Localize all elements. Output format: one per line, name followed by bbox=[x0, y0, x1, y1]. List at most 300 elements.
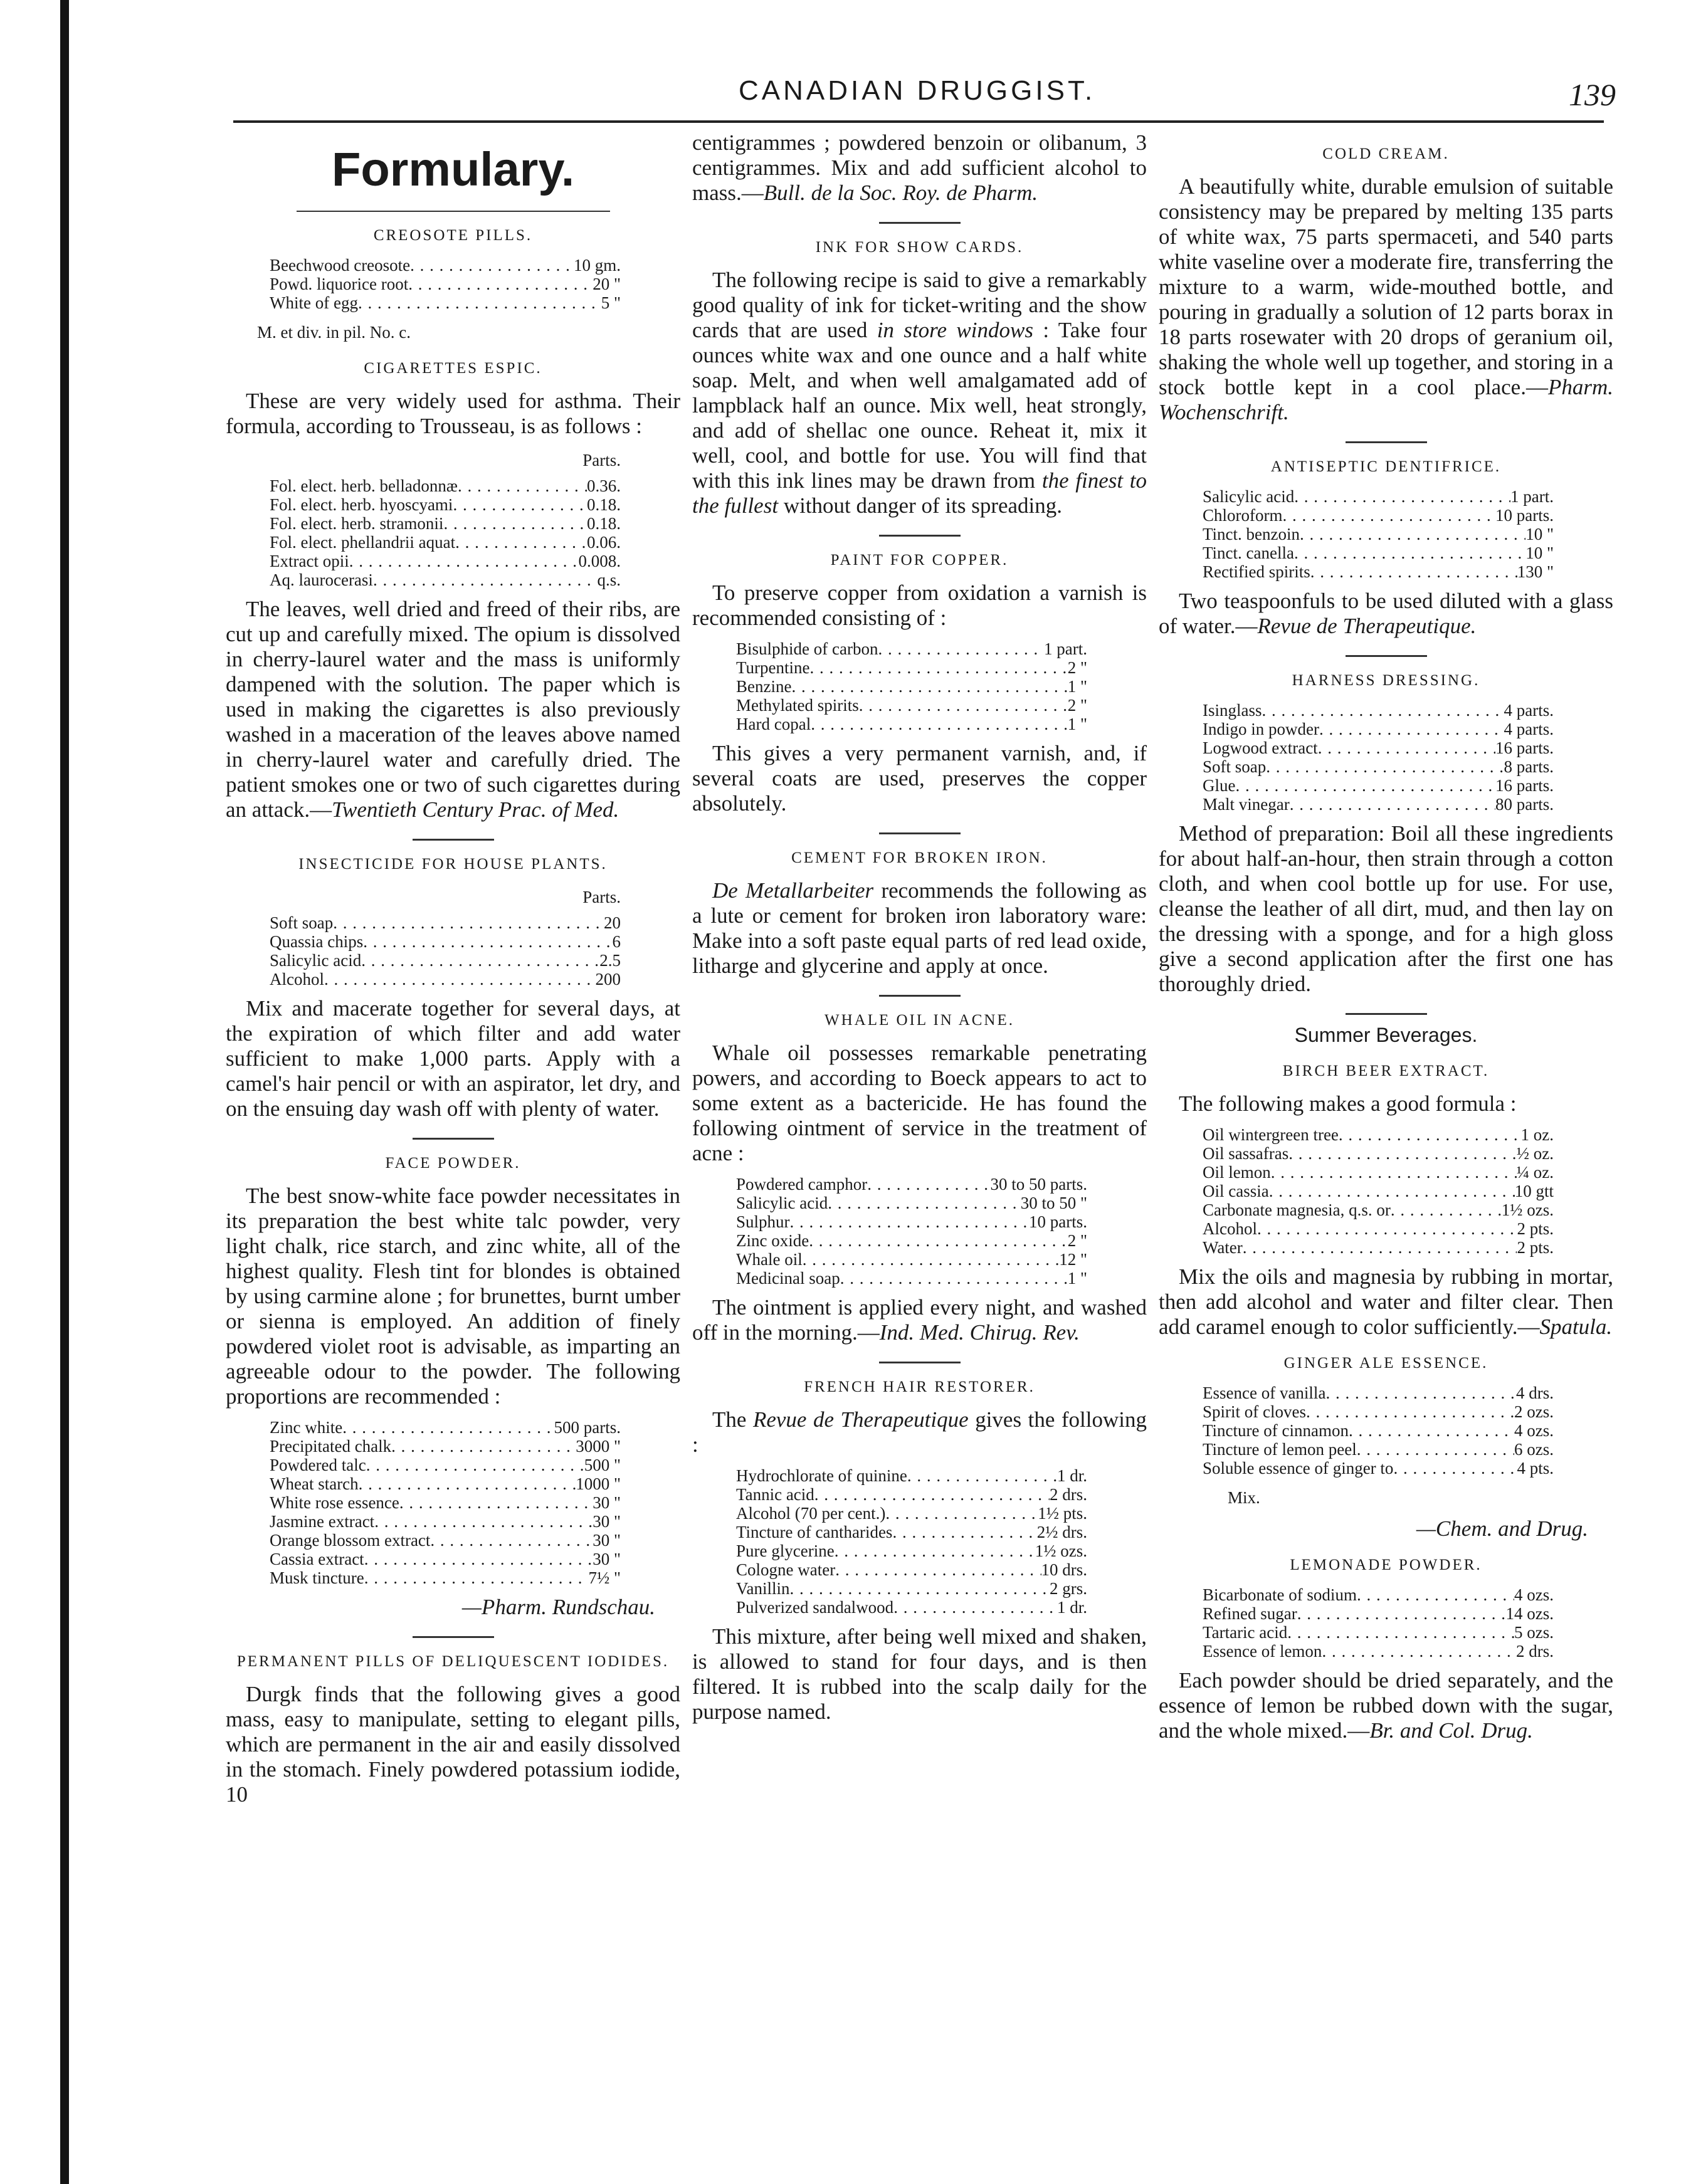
ingredient-name: Hard copal bbox=[736, 715, 811, 733]
leader-dots bbox=[878, 639, 1044, 658]
ingredient-name: Refined sugar bbox=[1203, 1604, 1297, 1623]
ingredient-name: Cassia extract bbox=[270, 1550, 364, 1568]
ingredient-row bbox=[736, 1194, 1087, 1212]
running-head: CANADIAN DRUGGIST. bbox=[739, 75, 1096, 106]
ingredient-name: Tincture of cinnamon bbox=[1203, 1421, 1349, 1440]
ingredient-name: Pure glycerine bbox=[736, 1541, 835, 1560]
ingredient-list bbox=[1203, 487, 1554, 581]
leader-dots bbox=[790, 1212, 1030, 1231]
recipe-title: CREOSOTE PILLS. bbox=[373, 227, 533, 244]
ingredient-name: White rose essence bbox=[270, 1493, 399, 1512]
leader-dots bbox=[859, 696, 1068, 715]
ingredient-quantity: 6 ozs. bbox=[1514, 1440, 1554, 1459]
divider bbox=[413, 1138, 494, 1140]
ingredient-row bbox=[1203, 1219, 1554, 1238]
ingredient-quantity: 1 " bbox=[1067, 715, 1087, 733]
ingredient-quantity: 5 " bbox=[601, 293, 621, 312]
ingredient-quantity: 500 parts. bbox=[554, 1418, 621, 1437]
leader-dots bbox=[443, 514, 587, 533]
leader-dots bbox=[892, 1523, 1036, 1541]
leader-dots bbox=[1262, 701, 1504, 720]
ingredient-name: Soft soap bbox=[270, 913, 334, 932]
ingredient-quantity: 30 to 50 parts. bbox=[990, 1175, 1087, 1194]
ingredient-name: Musk tincture bbox=[270, 1568, 364, 1587]
leader-dots bbox=[1271, 1163, 1517, 1182]
recipe-title: GINGER ALE ESSENCE. bbox=[1283, 1355, 1488, 1372]
recipe-body bbox=[692, 268, 1147, 518]
ingredient-row bbox=[736, 1598, 1087, 1617]
ingredient-name: Essence of vanilla bbox=[1203, 1383, 1326, 1402]
ingredient-quantity: 1 dr. bbox=[1056, 1466, 1087, 1485]
leader-dots bbox=[835, 1541, 1035, 1560]
divider bbox=[879, 535, 961, 537]
ingredient-row bbox=[1203, 1163, 1554, 1182]
ingredient-name: Rectified spirits bbox=[1203, 562, 1310, 581]
leader-dots bbox=[867, 1175, 990, 1194]
leader-dots bbox=[361, 951, 599, 970]
leader-dots bbox=[364, 1568, 589, 1587]
ingredient-name: Whale oil bbox=[736, 1250, 803, 1269]
ingredient-list bbox=[270, 1418, 621, 1587]
body-text-end: attack.— bbox=[251, 797, 332, 822]
body-text: recommends the following as a lute or cement for broken iron laboratory ware: Make into a soft paste equal parts of red lead oxide, litharge and glycerine and apply at once. bbox=[692, 878, 1147, 978]
column-3 bbox=[1159, 130, 1613, 1752]
ingredient-quantity: 4 parts. bbox=[1504, 701, 1554, 720]
leader-dots bbox=[458, 476, 587, 495]
ingredient-name: Alcohol (70 per cent.) bbox=[736, 1504, 886, 1523]
ingredient-row bbox=[1203, 1585, 1554, 1604]
ingredient-quantity: 80 parts. bbox=[1495, 795, 1554, 814]
ingredient-quantity: 2 " bbox=[1067, 1231, 1087, 1250]
ingredient-row bbox=[270, 1437, 621, 1456]
ingredient-list bbox=[736, 639, 1087, 733]
leader-dots bbox=[1357, 1585, 1514, 1604]
ingredient-row bbox=[270, 1531, 621, 1550]
ingredient-quantity: 10 gtt bbox=[1514, 1182, 1554, 1200]
recipe-title: INK FOR SHOW CARDS. bbox=[815, 239, 1024, 256]
ingredient-row bbox=[736, 1466, 1087, 1485]
ingredient-quantity: 2 ozs. bbox=[1514, 1402, 1554, 1421]
leader-dots bbox=[1393, 1459, 1517, 1478]
ingredient-name: Quassia chips bbox=[270, 932, 364, 951]
body-italic: Revue de Therapeutique bbox=[752, 1407, 969, 1432]
ingredient-row bbox=[270, 293, 621, 312]
ingredient-quantity: 1 part. bbox=[1044, 639, 1087, 658]
recipe-body: Mix and macerate together for several days, at the expiration of which filter and add water sufficient to make 1,000 parts. Apply with a camel's hair pencil or with an aspirator, let dry, and on the ensuing day wash off with plenty of water. bbox=[226, 996, 680, 1121]
ingredient-row bbox=[1203, 776, 1554, 795]
ingredient-name: Tinct. canella bbox=[1203, 543, 1294, 562]
ingredient-row bbox=[270, 1550, 621, 1568]
ingredient-quantity: q.s. bbox=[597, 570, 621, 589]
ingredient-name: Powd. liquorice root bbox=[270, 275, 409, 293]
ingredient-name: Orange blossom extract bbox=[270, 1531, 431, 1550]
leader-dots bbox=[1322, 1642, 1516, 1661]
recipe-body bbox=[692, 878, 1147, 979]
body-text: The bbox=[712, 1407, 747, 1432]
body-text: without danger of its spreading. bbox=[783, 493, 1063, 518]
ingredient-row bbox=[736, 1523, 1087, 1541]
ingredient-row bbox=[270, 1474, 621, 1493]
ingredient-quantity: 2.5 bbox=[599, 951, 621, 970]
ingredient-row bbox=[1203, 1182, 1554, 1200]
source-citation: Bull. de la Soc. Roy. de Pharm. bbox=[763, 181, 1038, 205]
ingredient-name: Alcohol bbox=[1203, 1219, 1257, 1238]
ingredient-row bbox=[1203, 720, 1554, 738]
ingredient-name: Tincture of lemon peel bbox=[1203, 1440, 1357, 1459]
ingredient-row bbox=[736, 1560, 1087, 1579]
body-text: gives the following : bbox=[692, 1407, 1147, 1457]
leader-dots bbox=[349, 552, 579, 570]
body-italic: in store windows bbox=[877, 318, 1033, 342]
ingredient-quantity: 7½ " bbox=[588, 1568, 621, 1587]
recipe-body: The best snow-white face powder necessitates in its preparation the best white talc powder, very light chalk, rice starch, and zinc white, all of the highest quality. Flesh tint for blondes is obtained by using carmine alone ; for brunettes, burnt umber or sienna is employed. An addition of finely powdered violet root is advisable, as imparting an agreeable odour to the powder. The following proportions are recommended : bbox=[226, 1184, 680, 1409]
ingredient-row bbox=[270, 1568, 621, 1587]
body-text: The ointment is applied every night, and washed off in the morning.— bbox=[692, 1295, 1147, 1345]
ingredient-list bbox=[1203, 1585, 1554, 1661]
ingredient-name: Chloroform bbox=[1203, 506, 1283, 525]
ingredient-row bbox=[1203, 1459, 1554, 1478]
ingredient-row bbox=[270, 932, 621, 951]
ingredient-row bbox=[736, 1485, 1087, 1504]
leader-dots bbox=[1357, 1440, 1514, 1459]
leader-dots bbox=[1325, 1383, 1516, 1402]
recipe-note: Mix. bbox=[1228, 1488, 1260, 1507]
ingredient-name: Cologne water bbox=[736, 1560, 836, 1579]
ingredient-row bbox=[270, 1512, 621, 1531]
source-citation: —Pharm. Rundschau. bbox=[461, 1595, 655, 1619]
ingredient-row bbox=[270, 495, 621, 514]
leader-dots bbox=[359, 1474, 576, 1493]
divider bbox=[879, 222, 961, 224]
ingredient-name: Beechwood creosote bbox=[270, 256, 411, 275]
leader-dots bbox=[342, 1418, 554, 1437]
ingredient-row bbox=[1203, 1200, 1554, 1219]
leader-dots bbox=[1287, 1623, 1514, 1642]
ingredient-row bbox=[736, 1269, 1087, 1288]
ingredient-name: Tinct. benzoin bbox=[1203, 525, 1300, 543]
ingredient-quantity: 0.008. bbox=[578, 552, 621, 570]
ingredient-row bbox=[736, 1250, 1087, 1269]
divider bbox=[1346, 655, 1427, 657]
ingredient-row bbox=[1203, 757, 1554, 776]
recipe-body bbox=[226, 597, 680, 822]
ingredient-quantity: 200 bbox=[595, 970, 621, 989]
leader-dots bbox=[1288, 1144, 1517, 1163]
ingredient-row bbox=[1203, 1642, 1554, 1661]
ingredient-row bbox=[270, 476, 621, 495]
ingredient-quantity: 2 drs. bbox=[1516, 1642, 1554, 1661]
ingredient-row bbox=[270, 1418, 621, 1437]
leader-dots bbox=[828, 1194, 1021, 1212]
header-rule bbox=[233, 120, 1604, 123]
ingredient-name: Fol. elect. herb. hyoscyami bbox=[270, 495, 453, 514]
ingredient-quantity: 16 parts. bbox=[1495, 776, 1554, 795]
leader-dots bbox=[366, 1456, 584, 1474]
ingredient-row bbox=[1203, 701, 1554, 720]
leader-dots bbox=[810, 658, 1068, 677]
ingredient-quantity: 8 parts. bbox=[1504, 757, 1554, 776]
parts-label: Parts. bbox=[582, 451, 621, 470]
leader-dots bbox=[791, 677, 1067, 696]
ingredient-row bbox=[736, 677, 1087, 696]
ingredient-row bbox=[1203, 1421, 1554, 1440]
ingredient-quantity: 4 ozs. bbox=[1514, 1585, 1554, 1604]
leader-dots bbox=[374, 1512, 593, 1531]
leader-dots bbox=[1290, 795, 1495, 814]
recipe-intro bbox=[692, 1407, 1147, 1457]
ingredient-row bbox=[736, 639, 1087, 658]
ingredient-name: Aq. laurocerasi bbox=[270, 570, 373, 589]
leader-dots bbox=[410, 256, 574, 275]
leader-dots bbox=[790, 1579, 1050, 1598]
ingredient-name: Extract opii bbox=[270, 552, 349, 570]
ingredient-quantity: 5 ozs. bbox=[1514, 1623, 1554, 1642]
leader-dots bbox=[1257, 1219, 1517, 1238]
ingredient-quantity: 2½ drs. bbox=[1036, 1523, 1087, 1541]
source-citation: Twentieth Century Prac. of Med. bbox=[332, 797, 619, 822]
ingredient-name: Wheat starch bbox=[270, 1474, 359, 1493]
ingredient-list bbox=[1203, 1125, 1554, 1257]
leader-dots bbox=[1294, 487, 1510, 506]
ingredient-name: Zinc white bbox=[270, 1418, 343, 1437]
source-citation: —Chem. and Drug. bbox=[1416, 1516, 1588, 1541]
leader-dots bbox=[453, 495, 587, 514]
ingredient-name: Bicarbonate of sodium bbox=[1203, 1585, 1357, 1604]
leader-dots bbox=[391, 1437, 576, 1456]
ingredient-quantity: 1 dr. bbox=[1056, 1598, 1087, 1617]
recipe-body bbox=[1159, 1668, 1613, 1743]
ingredient-row bbox=[1203, 738, 1554, 757]
leader-dots bbox=[363, 932, 612, 951]
subsection-title: Summer Beverages. bbox=[1294, 1024, 1478, 1046]
ingredient-quantity: 2 grs. bbox=[1050, 1579, 1087, 1598]
section-title: Formulary. bbox=[331, 143, 575, 196]
ingredient-row bbox=[270, 533, 621, 552]
ingredient-row bbox=[1203, 1125, 1554, 1144]
ingredient-quantity: 30 " bbox=[593, 1550, 621, 1568]
divider bbox=[297, 211, 610, 212]
binding-spine bbox=[0, 0, 70, 2184]
ingredient-name: Bisulphide of carbon bbox=[736, 639, 878, 658]
leader-dots bbox=[324, 970, 596, 989]
ingredient-name: Vanillin bbox=[736, 1579, 790, 1598]
ingredient-name: Soluble essence of ginger to bbox=[1203, 1459, 1394, 1478]
source-citation: Br. and Col. Drug. bbox=[1369, 1718, 1533, 1743]
ingredient-name: Water bbox=[1203, 1238, 1243, 1257]
leader-dots bbox=[408, 275, 593, 293]
ingredient-quantity: 30 " bbox=[593, 1512, 621, 1531]
ingredient-name: Alcohol bbox=[270, 970, 324, 989]
recipe-body: This gives a very permanent varnish, and, if several coats are used, preserves the copper absolutely. bbox=[692, 741, 1147, 816]
ingredient-name: Medicinal soap bbox=[736, 1269, 840, 1288]
recipe-title: LEMONADE POWDER. bbox=[1290, 1557, 1482, 1573]
recipe-title: HARNESS DRESSING. bbox=[1292, 672, 1480, 689]
ingredient-name: Salicylic acid bbox=[736, 1194, 828, 1212]
ingredient-row bbox=[736, 1504, 1087, 1523]
leader-dots bbox=[835, 1560, 1041, 1579]
leader-dots bbox=[885, 1504, 1038, 1523]
recipe-body: Whale oil possesses remarkable penetrating powers, and according to Boeck appears to act to some extent as a bactericide. He has found the following ointment of service in the treatment of acne : bbox=[692, 1041, 1147, 1165]
body-italic: De Metallarbeiter bbox=[712, 878, 874, 903]
leader-dots bbox=[1243, 1238, 1517, 1257]
body-text: The following recipe is said to give a remarkably good quality of ink for ticket-writing and the show cards that are used bbox=[692, 268, 1147, 342]
ingredient-quantity: 4 pts. bbox=[1517, 1459, 1554, 1478]
ingredient-row bbox=[1203, 1440, 1554, 1459]
ingredient-quantity: 500 " bbox=[584, 1456, 621, 1474]
leader-dots bbox=[803, 1250, 1060, 1269]
body-text: Each powder should be dried separately, and the essence of lemon be rubbed down with the sugar, and the whole mixed.— bbox=[1159, 1668, 1613, 1743]
divider bbox=[879, 832, 961, 834]
leader-dots bbox=[1266, 757, 1504, 776]
leader-dots bbox=[1310, 562, 1517, 581]
ingredient-name: Carbonate magnesia, q.s. or bbox=[1203, 1200, 1391, 1219]
recipe-intro: The following makes a good formula : bbox=[1179, 1091, 1517, 1116]
ingredient-row bbox=[1203, 506, 1554, 525]
ingredient-quantity: 2 drs. bbox=[1050, 1485, 1087, 1504]
source-citation: Spatula. bbox=[1539, 1315, 1613, 1339]
ingredient-list bbox=[1203, 701, 1554, 814]
ingredient-quantity: 1½ ozs. bbox=[1501, 1200, 1554, 1219]
ingredient-row bbox=[270, 275, 621, 293]
recipe-body: Durgk finds that the following gives a good mass, easy to manipulate, setting to elegant pills, which are permanent in the air and easily dissolved in the stomach. Finely powdered potassium iodide, 10 bbox=[226, 1682, 680, 1807]
ingredient-name: Precipitated chalk bbox=[270, 1437, 392, 1456]
ingredient-row bbox=[1203, 1144, 1554, 1163]
recipe-intro: To preserve copper from oxidation a varnish is recommended consisting of : bbox=[692, 580, 1147, 630]
ingredient-list bbox=[736, 1466, 1087, 1617]
ingredient-name: Salicylic acid bbox=[1203, 487, 1295, 506]
leader-dots bbox=[1349, 1421, 1514, 1440]
leader-dots bbox=[358, 293, 601, 312]
ingredient-quantity: ½ oz. bbox=[1516, 1144, 1554, 1163]
ingredient-name: Tartaric acid bbox=[1203, 1623, 1288, 1642]
ingredient-name: Fol. elect. herb. stramonii bbox=[270, 514, 444, 533]
ingredient-row bbox=[736, 658, 1087, 677]
ingredient-name: Glue bbox=[1203, 776, 1236, 795]
recipe-body: This mixture, after being well mixed and shaken, is allowed to stand for four days, and is then filtered. It is rubbed into the scalp daily for the purpose named. bbox=[692, 1624, 1147, 1724]
ingredient-name: White of egg bbox=[270, 293, 358, 312]
recipe-body bbox=[1159, 174, 1613, 425]
leader-dots bbox=[364, 1550, 593, 1568]
ingredient-row bbox=[1203, 525, 1554, 543]
ingredient-quantity: 1 oz. bbox=[1520, 1125, 1554, 1144]
ingredient-quantity: 10 parts. bbox=[1029, 1212, 1087, 1231]
ingredient-row bbox=[736, 1541, 1087, 1560]
recipe-title: CIGARETTES ESPIC. bbox=[364, 360, 542, 377]
recipe-title: WHALE OIL IN ACNE. bbox=[824, 1012, 1015, 1029]
ingredient-list bbox=[270, 913, 621, 989]
leader-dots bbox=[811, 715, 1068, 733]
source-citation: Ind. Med. Chirug. Rev. bbox=[879, 1320, 1080, 1345]
ingredient-name: Logwood extract bbox=[1203, 738, 1318, 757]
ingredient-quantity: 0.18. bbox=[587, 514, 621, 533]
recipe-intro: These are very widely used for asthma. Their formula, according to Trousseau, is as follows : bbox=[226, 389, 680, 438]
ingredient-row bbox=[1203, 1238, 1554, 1257]
leader-dots bbox=[907, 1466, 1057, 1485]
ingredient-quantity: 0.06. bbox=[587, 533, 621, 552]
recipe-title: BIRCH BEER EXTRACT. bbox=[1282, 1063, 1490, 1079]
ingredient-name: Soft soap bbox=[1203, 757, 1267, 776]
column-1 bbox=[226, 130, 680, 1816]
leader-dots bbox=[455, 533, 587, 552]
leader-dots bbox=[1269, 1182, 1515, 1200]
recipe-body bbox=[1159, 1264, 1613, 1340]
recipe-body bbox=[1159, 589, 1613, 639]
ingredient-name: Jasmine extract bbox=[270, 1512, 375, 1531]
ingredient-quantity: 1½ pts. bbox=[1038, 1504, 1087, 1523]
ingredient-row bbox=[736, 1212, 1087, 1231]
ingredient-name: Essence of lemon bbox=[1203, 1642, 1322, 1661]
ingredient-row bbox=[1203, 562, 1554, 581]
ingredient-quantity: 10 parts. bbox=[1495, 506, 1554, 525]
leader-dots bbox=[1391, 1200, 1502, 1219]
ingredient-name: Sulphur bbox=[736, 1212, 790, 1231]
ingredient-quantity: 4 ozs. bbox=[1514, 1421, 1554, 1440]
ingredient-row bbox=[736, 1175, 1087, 1194]
recipe-body bbox=[692, 1295, 1147, 1345]
ingredient-quantity: 0.18. bbox=[587, 495, 621, 514]
recipe-title: PERMANENT PILLS OF DELIQUESCENT IODIDES. bbox=[236, 1653, 670, 1670]
body-text: Two teaspoonfuls to be used diluted with a glass of water.— bbox=[1159, 589, 1613, 638]
body-text: A beautifully white, durable emulsion of suitable consistency may be prepared by melting 135 parts of white wax, 75 parts spermaceti, and 540 parts white vaseline over a moderate fire, transferring the mixture to a warm, wide-mouthed bottle, and pouring in gradually a solution of 12 parts borax in 18 parts rosewater with 20 drops of geranium oil, shaking the whole well up together, and storing in a stock bottle kept in a cool place.— bbox=[1159, 174, 1613, 399]
ingredient-row bbox=[736, 696, 1087, 715]
ingredient-row bbox=[270, 514, 621, 533]
ingredient-name: Indigo in powder bbox=[1203, 720, 1319, 738]
ingredient-name: Malt vinegar bbox=[1203, 795, 1290, 814]
recipe-title: COLD CREAM. bbox=[1322, 145, 1450, 162]
leader-dots bbox=[333, 913, 604, 932]
ingredient-quantity: 1½ ozs. bbox=[1035, 1541, 1087, 1560]
ingredient-quantity: 6 bbox=[612, 932, 621, 951]
ingredient-row bbox=[270, 570, 621, 589]
ingredient-row bbox=[270, 256, 621, 275]
ingredient-name: Powdered talc bbox=[270, 1456, 366, 1474]
ingredient-name: Methylated spirits bbox=[736, 696, 859, 715]
divider bbox=[879, 1362, 961, 1363]
ingredient-name: Spirit of cloves bbox=[1203, 1402, 1306, 1421]
ingredient-name: Salicylic acid bbox=[270, 951, 362, 970]
leader-dots bbox=[1306, 1402, 1514, 1421]
ingredient-quantity: 30 " bbox=[593, 1493, 621, 1512]
ingredient-quantity: 2 " bbox=[1067, 696, 1087, 715]
ingredient-name: Fol. elect. herb. belladonnæ bbox=[270, 476, 458, 495]
ingredient-list bbox=[270, 256, 621, 312]
ingredient-row bbox=[270, 951, 621, 970]
ingredient-list bbox=[1203, 1383, 1554, 1478]
leader-dots bbox=[1300, 525, 1525, 543]
body-italic: the finest to the fullest bbox=[692, 468, 1147, 518]
divider bbox=[413, 839, 494, 841]
recipe-title: CEMENT FOR BROKEN IRON. bbox=[791, 849, 1048, 866]
page-number: 139 bbox=[1569, 77, 1616, 112]
leader-dots bbox=[373, 570, 598, 589]
ingredient-row bbox=[1203, 1402, 1554, 1421]
leader-dots bbox=[1294, 543, 1525, 562]
leader-dots bbox=[840, 1269, 1068, 1288]
leader-dots bbox=[430, 1531, 593, 1550]
leader-dots bbox=[1235, 776, 1495, 795]
column-2 bbox=[692, 130, 1147, 1733]
ingredient-row bbox=[1203, 1383, 1554, 1402]
recipe-title: ANTISEPTIC DENTIFRICE. bbox=[1270, 458, 1502, 475]
parts-label: Parts. bbox=[582, 888, 621, 906]
ingredient-quantity: 130 " bbox=[1517, 562, 1554, 581]
divider bbox=[413, 1636, 494, 1638]
ingredient-row bbox=[736, 715, 1087, 733]
ingredient-quantity: 20 bbox=[604, 913, 621, 932]
divider bbox=[1346, 1013, 1427, 1015]
ingredient-name: Oil cassia bbox=[1203, 1182, 1269, 1200]
leader-dots bbox=[1297, 1604, 1506, 1623]
